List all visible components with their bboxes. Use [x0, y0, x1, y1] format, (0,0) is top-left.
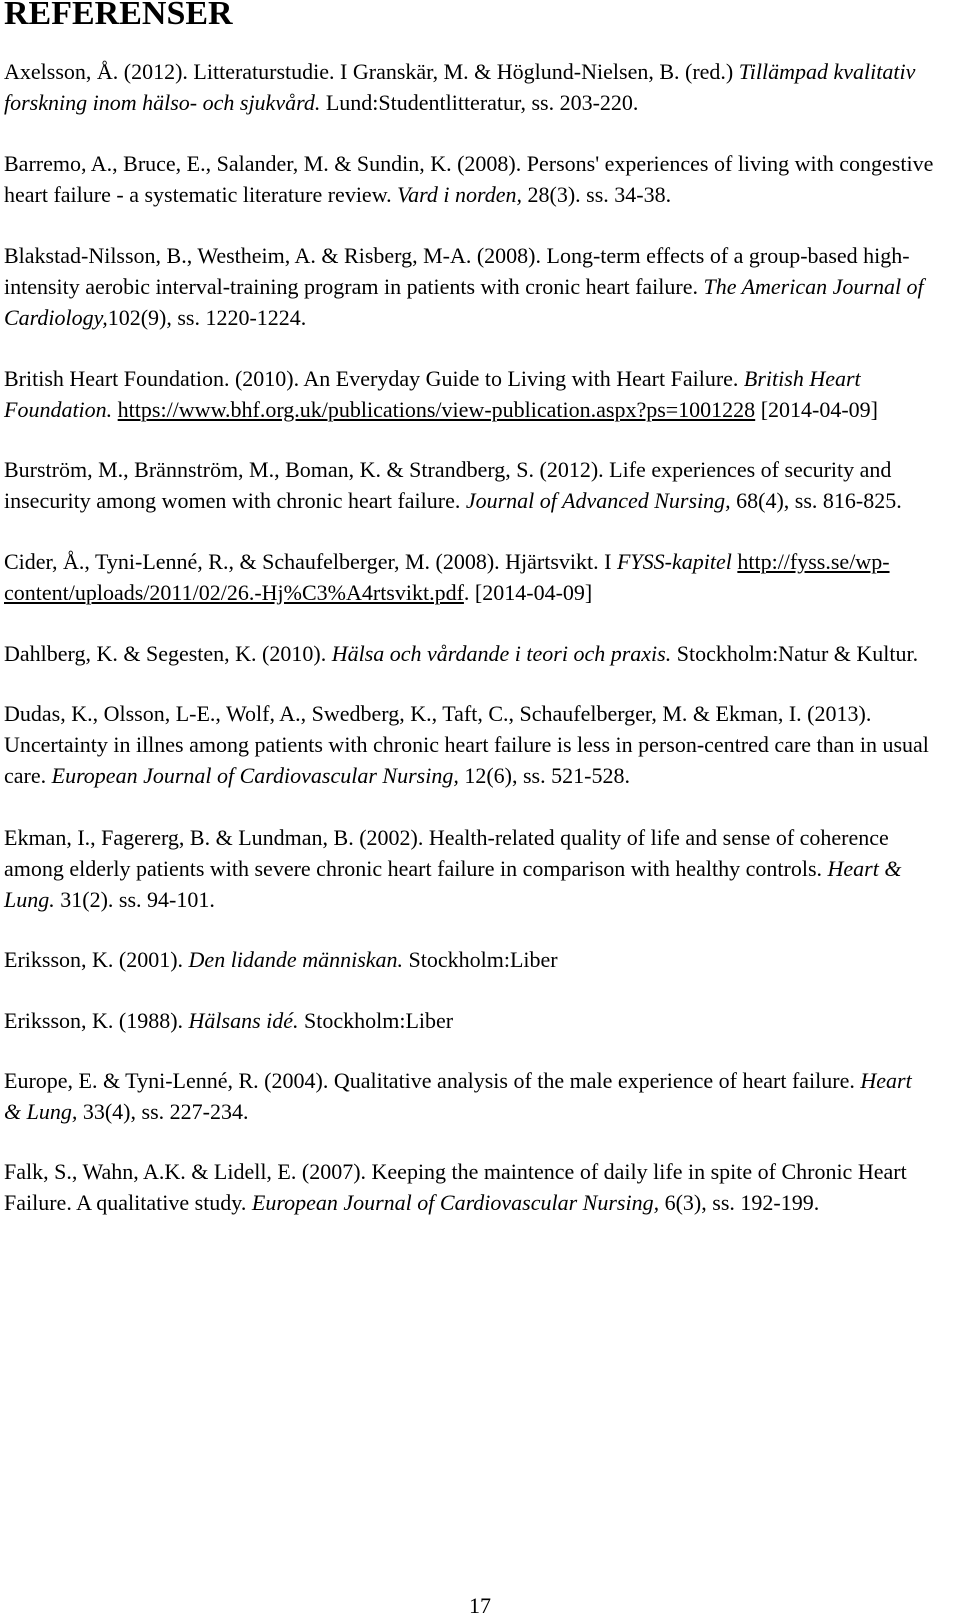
- reference-entry: [4, 56, 934, 118]
- reference-text: Europe, E. & Tyni-Lenné, R. (2004). Qualitative analysis of the male experience of heart failure.: [4, 1068, 861, 1093]
- reference-source-title: Hälsa och vårdande i teori och praxis.: [331, 641, 672, 666]
- page-title: REFERENSER: [4, 0, 233, 32]
- reference-text: Eriksson, K. (2001).: [4, 947, 189, 972]
- reference-text: Dudas, K., Olsson, L-E., Wolf, A., Swedberg, K., Taft, C., Schaufelberger, M. & Ekman, I. (2013). Uncertainty in illnes among patients with chronic heart failure is less in person-centred care than in usual care.: [4, 701, 929, 788]
- reference-entry: [4, 698, 934, 791]
- reference-text: Lund:Studentlitteratur, ss. 203-220.: [320, 90, 639, 115]
- reference-text: Dahlberg, K. & Segesten, K. (2010).: [4, 641, 332, 666]
- reference-text: Ekman, I., Fagererg, B. & Lundman, B. (2002). Health-related quality of life and sense of coherence among elderly patients with severe chronic heart failure in comparison with healthy controls.: [4, 825, 889, 881]
- reference-source-title: European Journal of Cardiovascular Nursing,: [251, 1190, 660, 1215]
- reference-entry: [4, 240, 934, 333]
- reference-list: [4, 56, 934, 1218]
- reference-entry: [4, 454, 934, 516]
- reference-text: Stockholm:Liber: [403, 947, 558, 972]
- reference-entry: [4, 1065, 934, 1127]
- reference-source-title: British Heart Foundation.: [4, 366, 861, 422]
- reference-entry: [4, 148, 934, 210]
- reference-text: 68(4), ss. 816-825.: [730, 488, 902, 513]
- reference-source-title: Heart & Lung.: [4, 856, 902, 912]
- reference-text: 33(4), ss. 227-234.: [77, 1099, 249, 1124]
- reference-source-title: Heart & Lung,: [4, 1068, 912, 1124]
- reference-text: Eriksson, K. (1988).: [4, 1008, 189, 1033]
- reference-text: Axelsson, Å. (2012). Litteraturstudie. I Granskär, M. & Höglund-Nielsen, B. (red.): [4, 59, 739, 84]
- reference-text: Blakstad-Nilsson, B., Westheim, A. & Risberg, M-A. (2008). Long-term effects of a group-based high-intensity aerobic interval-training program in patients with cronic heart failure.: [4, 243, 910, 299]
- reference-source-title: FYSS-kapitel: [616, 549, 732, 574]
- reference-entry: [4, 363, 934, 425]
- reference-entry: [4, 546, 934, 608]
- reference-entry: [4, 1005, 934, 1036]
- reference-text: Cider, Å., Tyni-Lenné, R., & Schaufelberger, M. (2008). Hjärtsvikt. I: [4, 549, 617, 574]
- reference-text: Stockholm:Natur & Kultur.: [671, 641, 919, 666]
- reference-text: 102(9), ss. 1220-1224.: [107, 305, 307, 330]
- reference-text: 12(6), ss. 521-528.: [458, 763, 630, 788]
- reference-text: 6(3), ss. 192-199.: [659, 1190, 820, 1215]
- reference-url-link[interactable]: http://fyss.se/wp-content/uploads/2011/02/26.-Hj%C3%A4rtsvikt.pdf: [4, 549, 890, 605]
- reference-entry: [4, 944, 934, 975]
- reference-entry: [4, 638, 934, 669]
- reference-text: . [2014-04-09]: [463, 580, 593, 605]
- reference-text: Falk, S., Wahn, A.K. & Lidell, E. (2007). Keeping the maintence of daily life in spite of Chronic Heart Failure. A qualitative study.: [4, 1159, 907, 1215]
- reference-entry: [4, 1156, 934, 1218]
- reference-source-title: Tillämpad kvalitativ forskning inom hälso- och sjukvård.: [4, 59, 916, 115]
- reference-source-title: Den lidande människan.: [188, 947, 404, 972]
- reference-text: Barremo, A., Bruce, E., Salander, M. & Sundin, K. (2008). Persons' experiences of living with congestive heart failure - a systematic literature review.: [4, 151, 934, 207]
- reference-url-link[interactable]: https://www.bhf.org.uk/publications/view-publication.aspx?ps=1001228: [117, 397, 756, 422]
- page-number: 17: [469, 1593, 491, 1618]
- reference-source-title: Journal of Advanced Nursing,: [465, 488, 731, 513]
- reference-source-title: Vard i norden,: [397, 182, 523, 207]
- reference-text: Stockholm:Liber: [298, 1008, 454, 1033]
- reference-source-title: Hälsans idé.: [188, 1008, 299, 1033]
- reference-entry: [4, 822, 934, 915]
- reference-text: Burström, M., Brännström, M., Boman, K. & Strandberg, S. (2012). Life experiences of security and insecurity among women with chronic heart failure.: [4, 457, 892, 513]
- reference-source-title: The American Journal of Cardiology,: [4, 274, 924, 330]
- reference-text: [2014-04-09]: [755, 397, 878, 422]
- reference-text: 31(2). ss. 94-101.: [54, 887, 215, 912]
- reference-text: 28(3). ss. 34-38.: [522, 182, 672, 207]
- reference-source-title: European Journal of Cardiovascular Nursing,: [51, 763, 459, 788]
- reference-text: British Heart Foundation. (2010). An Everyday Guide to Living with Heart Failure.: [4, 366, 744, 391]
